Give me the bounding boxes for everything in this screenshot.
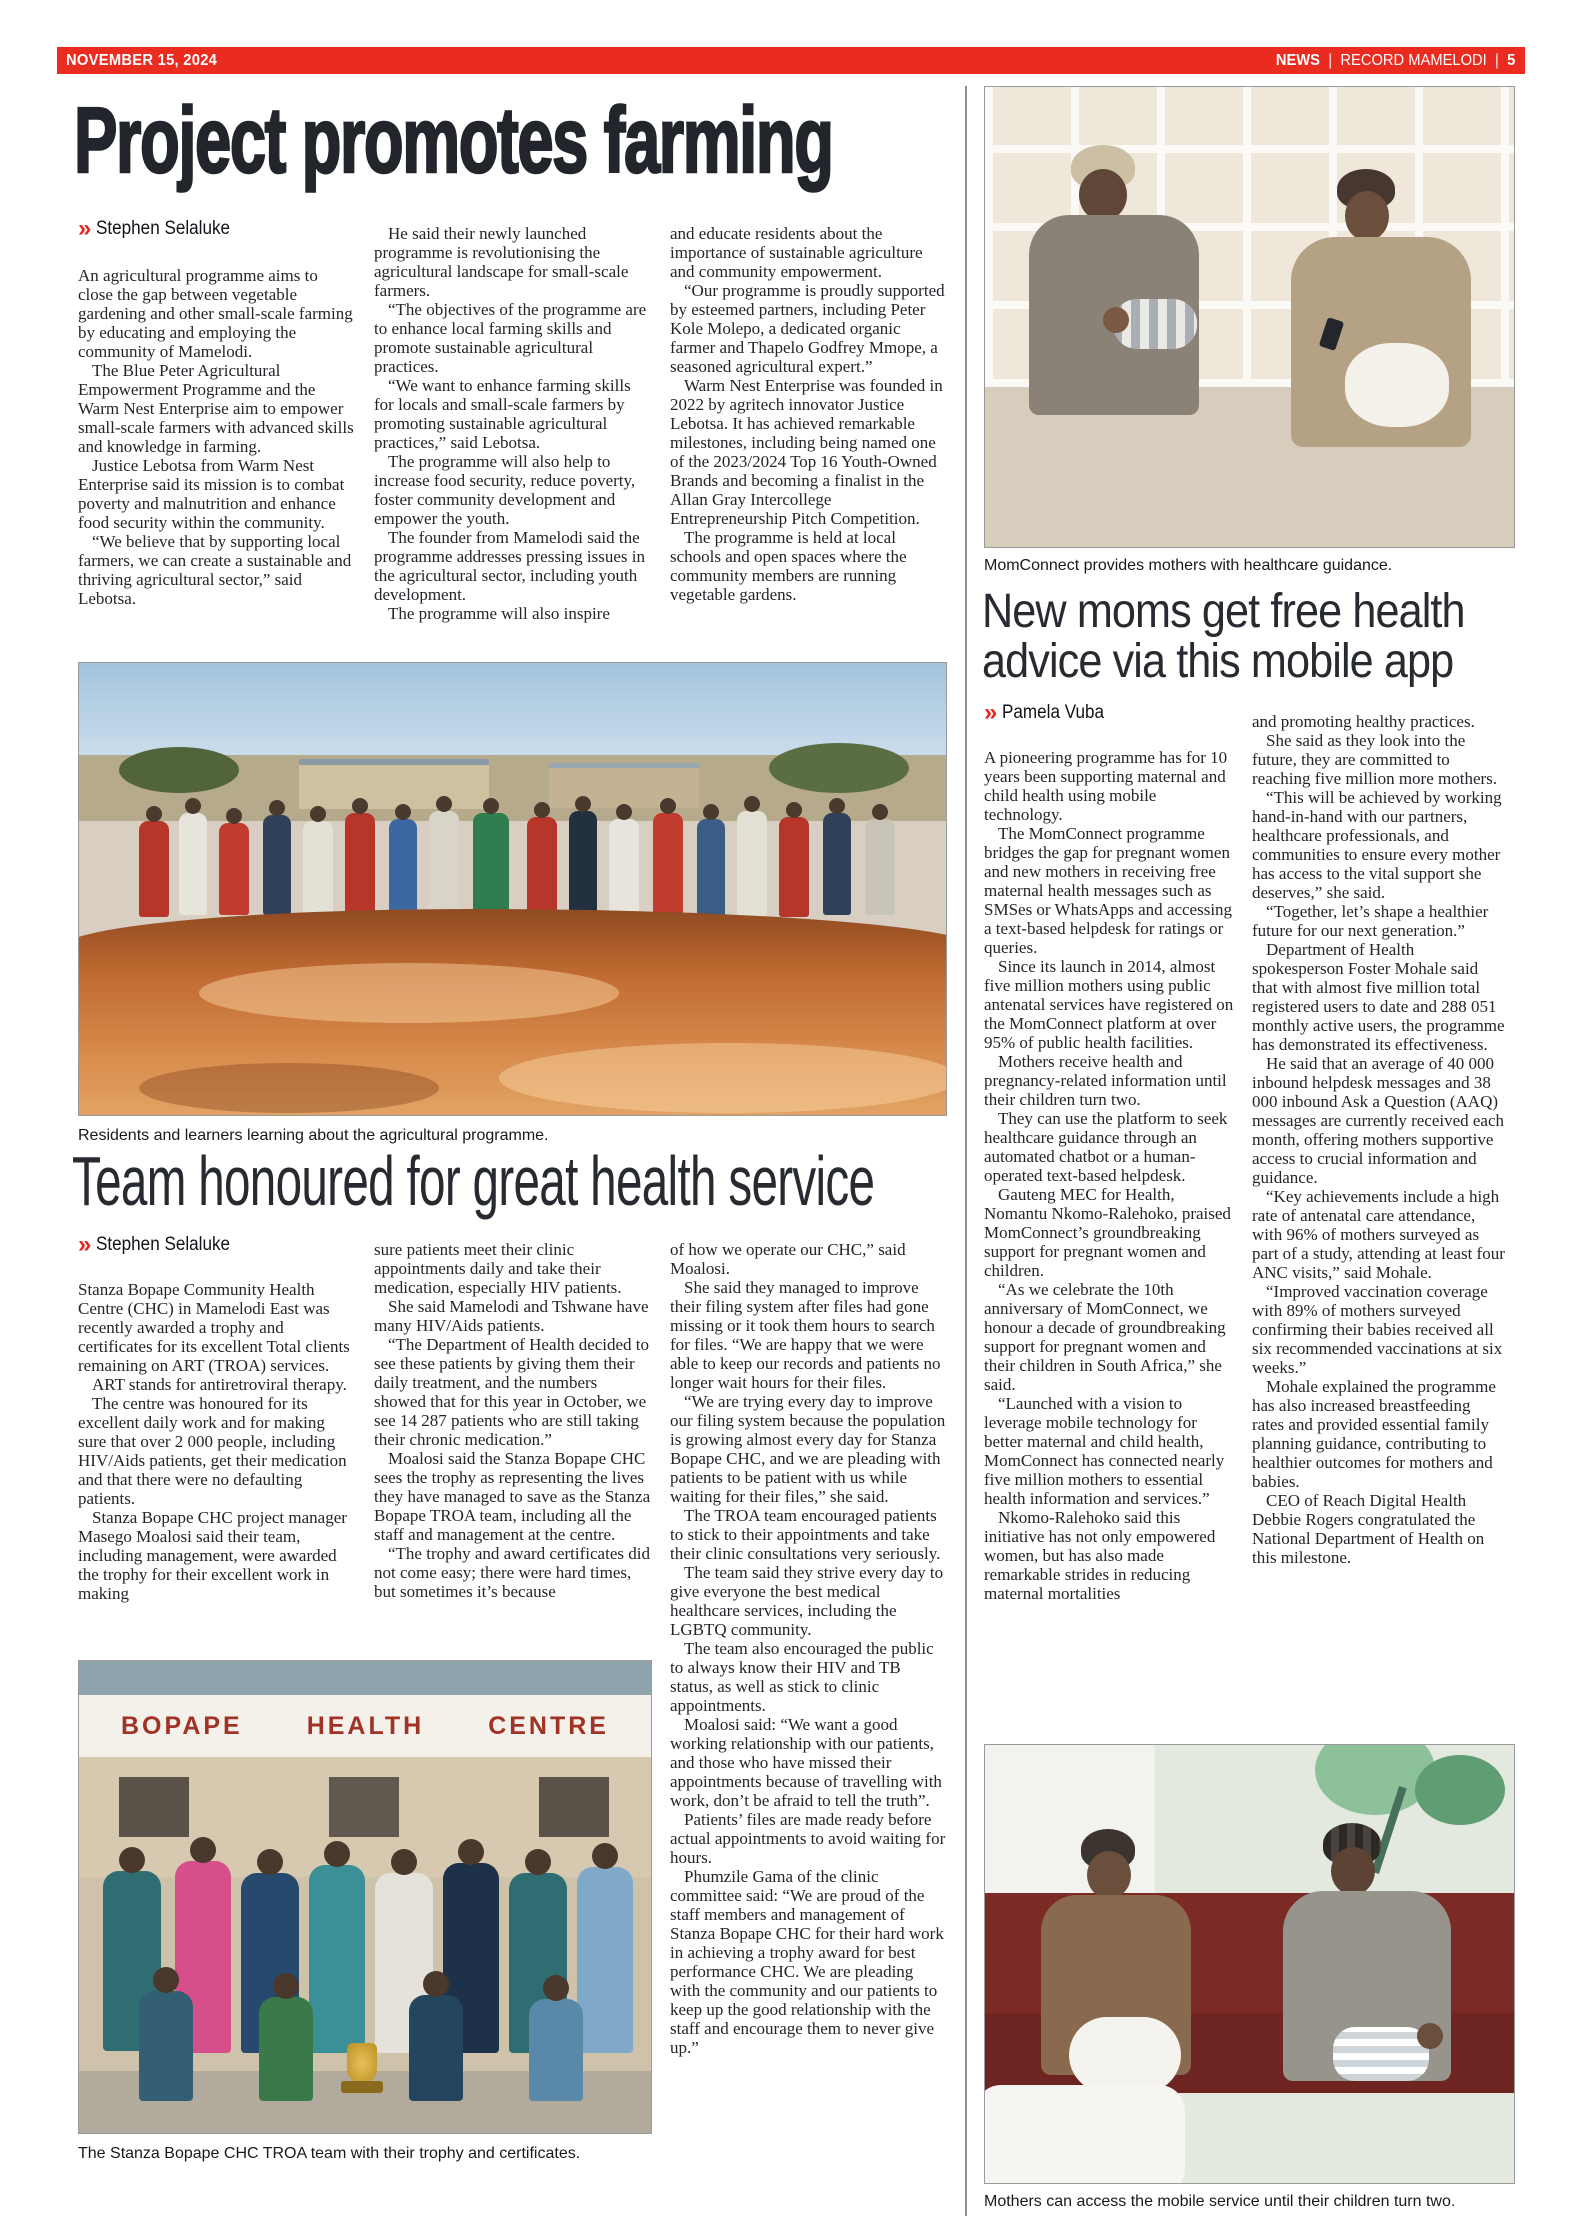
person-figure — [345, 813, 375, 917]
paragraph: of how we operate our CHC,” said Moalosi. — [670, 1240, 906, 1278]
header-right — [1275, 52, 1515, 70]
paragraph: Moalosi said: “We want a good working relationship with our patients, and those who have missed their appointments because of travelling with work, don’t be afraid to tell the truth”. — [670, 1715, 942, 1810]
tree-icon — [119, 747, 239, 793]
paragraph: Phumzile Gama of the clinic committee said: “We are proud of the staff members and management of Stanza Bopape CHC for their hard work in achieving a trophy award for best performance CHC. We are pleading with the community and our patients to keep up the good relationship with the staff and encourage them to never give up.” — [670, 1867, 944, 2057]
paragraph: CEO of Reach Digital Health Debbie Rogers congratulated the National Department of Health on this milestone. — [1252, 1491, 1485, 1567]
baby-head — [1417, 2023, 1443, 2049]
paragraph: She said Mamelodi and Tshwane have many HIV/Aids patients. — [374, 1297, 649, 1335]
paragraph: The team also encouraged the public to always know their HIV and TB status, as well as stick to clinic appointments. — [670, 1639, 934, 1715]
paragraph: and promoting healthy practices. — [1252, 712, 1475, 731]
mother-head — [1345, 191, 1389, 241]
team-headline: Team honoured for great health service — [72, 1142, 875, 1220]
column-divider-rule — [965, 86, 967, 2216]
paragraph: “The objectives of the programme are to enhance local farming skills and promote sustainable agricultural practices. — [374, 300, 647, 376]
person-figure — [653, 813, 683, 917]
moms-bottom-photo-caption: Mothers can access the mobile service until their children turn two. — [984, 2193, 1456, 2210]
paragraph: The Blue Peter Agricultural Empowerment Programme and the Warm Nest Enterprise aim to empower small-scale farmers with advanced skills and knowledge in farming. — [78, 361, 354, 456]
paragraph: The TROA team encouraged patients to stick to their appointments and take their clinic consultations very seriously. — [670, 1506, 941, 1563]
farming-column-2 — [374, 224, 652, 623]
paragraph: She said as they look into the future, they are committed to reaching five million more mothers. — [1252, 731, 1498, 788]
person-figure — [527, 817, 557, 917]
paragraph: Warm Nest Enterprise was founded in 2022 by agritech innovator Justice Lebotsa. It has achieved remarkable milestones, including being named one of the 2023/2024 Top 16 Youth-Owned Brands and becoming a finalist in the Allan Gray Intercollege Entrepreneurship Pitch Competition. — [670, 376, 943, 528]
mother-head — [1087, 1851, 1131, 1899]
clinic-sign — [79, 1695, 651, 1757]
kneeling-person-figure — [139, 1991, 193, 2101]
photo-bopape-clinic-team — [78, 1660, 652, 2134]
team-column-1 — [78, 1280, 356, 1603]
mother-head — [1079, 169, 1127, 221]
painting-leaf — [1415, 1755, 1505, 1825]
paragraph: ART stands for antiretroviral therapy. — [92, 1375, 347, 1394]
baby-bundle-white — [1069, 2017, 1181, 2093]
page-number: 5 — [1506, 51, 1515, 69]
paragraph: “Our programme is proudly supported by esteemed partners, including Peter Kole Molepo, a dedicated organic farmer and Thapelo Godfrey Mmope, a seasoned agricultural expert.” — [670, 281, 945, 376]
person-figure — [737, 811, 767, 917]
paragraph: They can use the platform to seek healthcare guidance through an automated chatbot or a human-operated text-based helpdesk. — [984, 1109, 1228, 1185]
paragraph: Moalosi said the Stanza Bopape CHC sees the trophy as representing the lives they have managed to save as the Stanza Bopape TROA team, including all the staff and management at the centre. — [374, 1449, 651, 1544]
paragraph: and educate residents about the importance of sustainable agriculture and community empowerment. — [670, 224, 923, 281]
person-figure — [263, 815, 291, 915]
kneeling-person-figure — [529, 1999, 583, 2101]
paragraph: He said their newly launched programme is revolutionising the agricultural landscape for small-scale farmers. — [374, 224, 629, 300]
person-figure — [823, 813, 851, 915]
paragraph: A pioneering programme has for 10 years been supporting maternal and child health using mobile technology. — [984, 748, 1228, 824]
person-figure — [779, 817, 809, 917]
person-figure — [179, 813, 207, 915]
paragraph: “We believe that by supporting local farmers, we can create a sustainable and thriving agricultural sector,” said Lebotsa. — [78, 532, 352, 608]
school-building — [549, 763, 699, 808]
paragraph: Stanza Bopape Community Health Centre (CHC) in Mamelodi East was recently awarded a trophy and certificates for its excellent Total clients remaining on ART (TROA) services. — [78, 1280, 350, 1375]
person-figure — [865, 819, 895, 915]
sign-word: HEALTH — [306, 1711, 425, 1740]
person-figure — [139, 821, 169, 917]
moms-headline-line2: advice via this mobile app — [982, 635, 1454, 688]
paragraph: The MomConnect programme bridges the gap for pregnant women and new mothers in receiving free maternal health messages such as SMSes or WhatsApps and accessing a text-based helpdesk for ratings or queries. — [984, 824, 1233, 957]
publication-name: RECORD MAMELODI — [1340, 51, 1487, 69]
paragraph: “Key achievements include a high rate of antenatal care attendance, with 96% of mothers surveyed as part of a study, attending at least four ANC visits,” said Mohale. — [1252, 1187, 1505, 1282]
paragraph: “As we celebrate the 10th anniversary of MomConnect, we honour a decade of groundbreaking support for pregnant women and their children in South Africa,” she said. — [984, 1280, 1226, 1394]
farming-author: Stephen Selaluke — [96, 218, 231, 239]
person-figure — [697, 819, 725, 917]
paragraph: Since its launch in 2014, almost five million mothers using public antenatal services have registered on the MomConnect platform at over 95% of public health facilities. — [984, 957, 1234, 1052]
farming-headline: Project promotes farming — [74, 88, 833, 192]
sign-word: BOPAPE — [121, 1711, 243, 1740]
window — [329, 1777, 399, 1837]
baby-bundle-white — [1345, 343, 1449, 427]
paragraph: Gauteng MEC for Health, Nomantu Nkomo-Ralehoko, praised MomConnect’s groundbreaking support for pregnant women and children. — [984, 1185, 1231, 1280]
kneeling-person-figure — [409, 1995, 463, 2101]
dirt-shadow — [139, 1063, 439, 1113]
paragraph: He said that an average of 40 000 inbound helpdesk messages and 38 000 inbound Ask a Question (AAQ) messages are currently received each month, offering mothers supportive access to crucial information and guidance. — [1252, 1054, 1505, 1187]
moms-byline — [984, 699, 1116, 726]
paragraph: “We want to enhance farming skills for locals and small-scale farmers by promoting sustainable agricultural practices,” said Lebotsa. — [374, 376, 631, 452]
trophy-base — [341, 2081, 383, 2093]
issue-date: NOVEMBER 15, 2024 — [66, 51, 218, 69]
moms-column-2 — [1252, 712, 1505, 1567]
paragraph: “The Department of Health decided to see these patients by giving them their daily treatment, and the numbers showed that for this year in October, we see 14 287 patients who are still taking their chronic medication.” — [374, 1335, 650, 1449]
byline-chevron-icon: » — [78, 1231, 90, 1258]
window — [119, 1777, 189, 1837]
person-figure — [389, 819, 417, 917]
farming-byline — [78, 215, 245, 242]
person-figure — [569, 811, 597, 917]
baby-head — [1103, 307, 1129, 333]
baby-striped-onesie — [1333, 2027, 1429, 2081]
paragraph: Justice Lebotsa from Warm Nest Enterprise said its mission is to combat poverty and malnutrition and enhance food security within the community. — [78, 456, 345, 532]
section-label: NEWS — [1275, 51, 1320, 69]
paragraph: Stanza Bopape CHC project manager Masego Moalosi said their team, including management, were awarded the trophy for their excellent work in making — [78, 1508, 347, 1603]
paragraph: The programme is held at local schools and open spaces where the community members are running vegetable gardens. — [670, 528, 907, 604]
photo-agricultural-programme — [78, 662, 947, 1116]
sign-word: CENTRE — [488, 1711, 609, 1740]
paragraph: sure patients meet their clinic appointments daily and take their medication, especially HIV patients. — [374, 1240, 622, 1297]
kneeling-person-figure — [259, 1997, 313, 2101]
team-column-2 — [374, 1240, 652, 1601]
person-figure — [219, 823, 249, 915]
paragraph: “This will be achieved by working hand-in-hand with our partners, healthcare professionals, and communities to ensure every mother has access to the vital support she deserves,” she said. — [1252, 788, 1502, 902]
paragraph: Mothers receive health and pregnancy-related information until their children turn two. — [984, 1052, 1227, 1109]
header-separator: | — [1327, 51, 1332, 69]
paragraph: The founder from Mamelodi said the programme addresses pressing issues in the agricultural sector, including youth development. — [374, 528, 646, 604]
person-figure — [429, 811, 459, 915]
paragraph: The programme will also help to increase food security, reduce poverty, foster community development and empower the youth. — [374, 452, 636, 528]
moms-headline-line1: New moms get free health — [982, 585, 1465, 638]
paragraph: “Improved vaccination coverage with 89% of mothers surveyed confirming their babies received all six recommended vaccinations at six weeks.” — [1252, 1282, 1503, 1377]
paragraph: “Together, let’s shape a healthier future for our next generation.” — [1252, 902, 1489, 940]
header-bar — [57, 47, 1525, 74]
moms-column-1 — [984, 748, 1237, 1603]
paragraph: Nkomo-Ralehoko said this initiative has not only empowered women, but has also made remarkable strides in reducing maternal mortalities — [984, 1508, 1216, 1603]
mother-head — [1331, 1847, 1375, 1895]
tree-icon — [769, 743, 909, 793]
paragraph: She said they managed to improve their filing system after files had gone missing or it took them hours to search for files. “We are happy that we were able to keep our records and patients no longer wait hours for their files. — [670, 1278, 941, 1392]
paragraph: “Launched with a vision to leverage mobile technology for better maternal and child health, MomConnect has connected nearly five million mothers to essential health information and services.” — [984, 1394, 1225, 1508]
dirt-highlight — [499, 1043, 947, 1113]
team-byline — [78, 1231, 245, 1258]
paragraph: The programme will also inspire — [388, 604, 610, 623]
roof-edge — [79, 1661, 651, 1695]
paragraph: An agricultural programme aims to close the gap between vegetable gardening and other small-scale farming by educating and employing the community of Mamelodi. — [78, 266, 353, 361]
farming-photo-caption: Residents and learners learning about the agricultural programme. — [78, 1127, 549, 1144]
paragraph: Department of Health spokesperson Foster Mohale said that with almost five million total registered users to date and 288 051 monthly active users, the programme has demonstrated its effectiveness. — [1252, 940, 1505, 1054]
dirt-highlight — [199, 963, 619, 1023]
paragraph: “The trophy and award certificates did not come easy; there were hard times, but sometimes it’s because — [374, 1544, 650, 1601]
team-photo-caption: The Stanza Bopape CHC TROA team with their trophy and certificates. — [78, 2145, 581, 2162]
white-blanket — [984, 2085, 1185, 2184]
person-figure — [309, 1865, 365, 2053]
farming-column-1 — [78, 266, 356, 608]
trophy-icon — [347, 2043, 377, 2083]
photo-mothers-couch — [984, 1744, 1515, 2184]
paragraph: The team said they strive every day to give everyone the best medical healthcare services, including the LGBTQ community. — [670, 1563, 944, 1639]
team-column-3 — [670, 1240, 946, 2057]
momconnect-photo-caption: MomConnect provides mothers with healthcare guidance. — [984, 557, 1393, 574]
photo-momconnect-mothers — [984, 86, 1515, 548]
person-figure — [303, 821, 333, 917]
moms-author: Pamela Vuba — [1002, 702, 1105, 723]
paragraph: The centre was honoured for its excellent daily work and for making sure that over 2 000 people, including HIV/Aids patients, get their medication and that there were no defaulting patients. — [78, 1394, 347, 1508]
person-figure — [577, 1867, 633, 2053]
byline-chevron-icon: » — [984, 699, 996, 726]
byline-chevron-icon: » — [78, 215, 90, 242]
paragraph: Patients’ files are made ready before actual appointments to avoid waiting for hours. — [670, 1810, 946, 1867]
farming-column-3 — [670, 224, 946, 604]
school-building — [299, 759, 489, 809]
paragraph: “We are trying every day to improve our filing system because the population is growing almost every day for Stanza Bopape CHC, and we are pleading with patients to be patient with us while waiting for their files,” she said. — [670, 1392, 946, 1506]
header-separator: | — [1494, 51, 1499, 69]
person-figure — [609, 819, 639, 917]
paragraph: Mohale explained the programme has also increased breastfeeding rates and provided essential family planning guidance, contributing to healthier outcomes for mothers and babies. — [1252, 1377, 1496, 1491]
team-author: Stephen Selaluke — [96, 1234, 231, 1255]
window — [539, 1777, 609, 1837]
